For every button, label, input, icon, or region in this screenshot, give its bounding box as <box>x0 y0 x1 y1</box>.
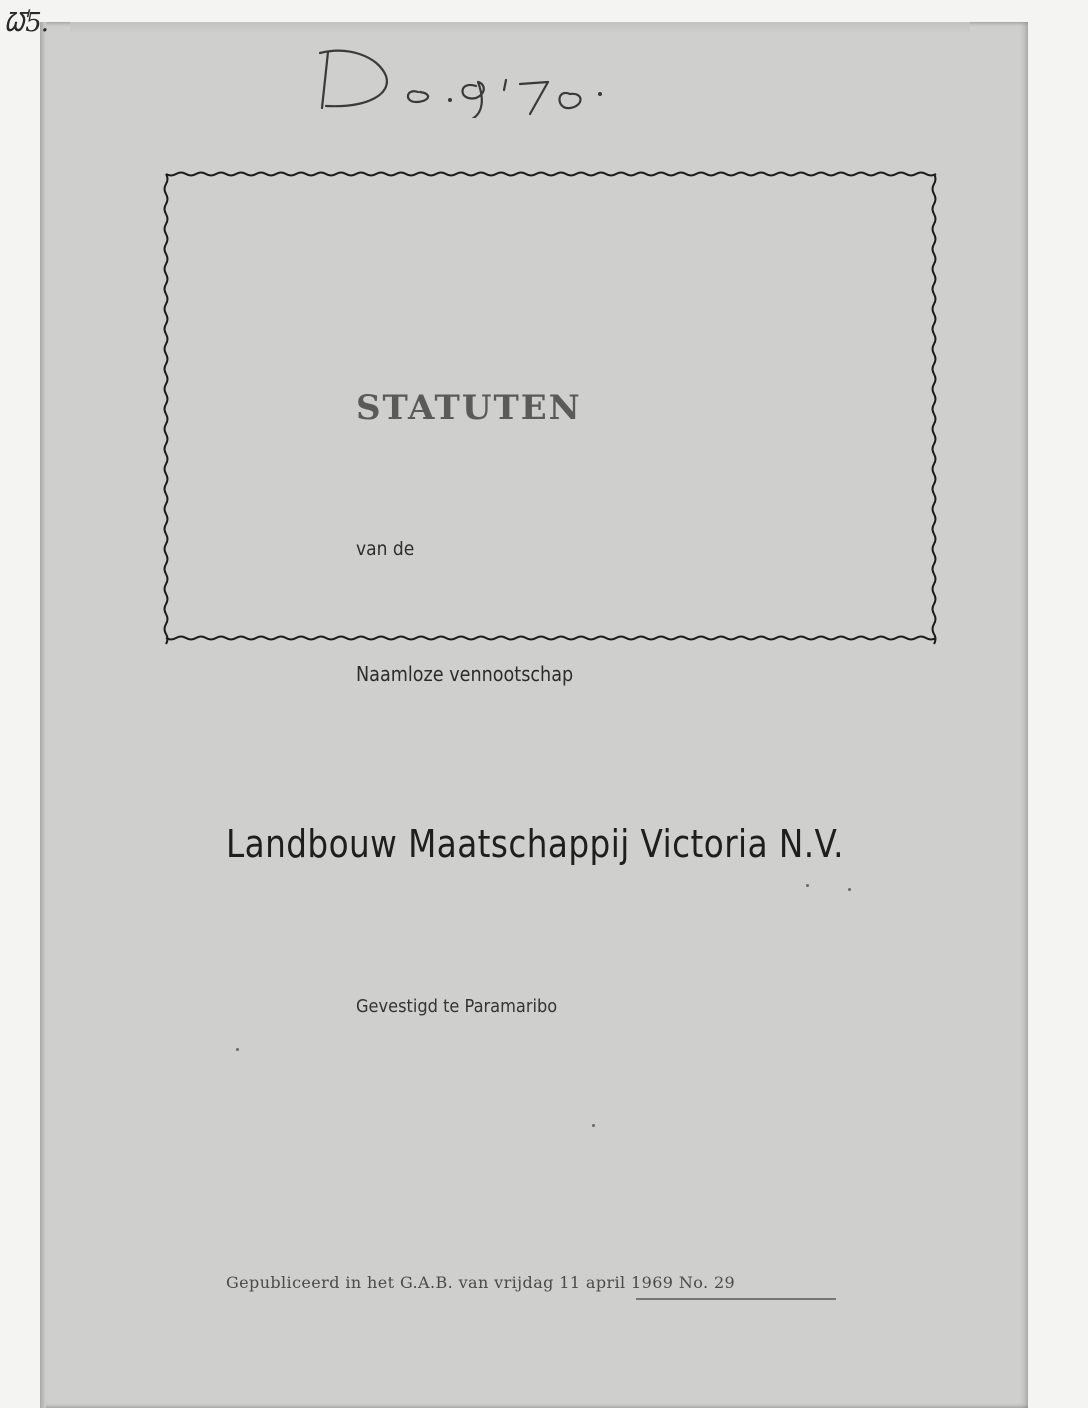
border-wave-line <box>166 173 936 176</box>
company-type: Naamloze vennootschap <box>356 662 574 686</box>
subtitle-van-de: van de <box>356 538 415 560</box>
scan-speck <box>236 1048 239 1051</box>
company-location: Gevestigd te Paramaribo <box>356 996 558 1017</box>
border-wave-line <box>166 637 936 640</box>
publication-note: Gepubliceerd in het G.A.B. van vrijdag 11 april 1969 No. 29 <box>226 1273 736 1292</box>
scan-speck <box>806 884 809 887</box>
handwritten-reference-number <box>308 28 628 118</box>
publication-underline <box>636 1298 836 1300</box>
border-wave-line <box>933 174 936 644</box>
paper-left-edge-shadow <box>40 22 46 1408</box>
scan-speck <box>592 1124 595 1127</box>
border-wave-line <box>165 174 168 644</box>
corner-handwritten-mark: ᘺ5. <box>4 8 49 38</box>
document-title: STATUTEN <box>356 388 582 428</box>
company-name: Landbouw Maatschappij Victoria N.V. <box>226 822 844 866</box>
scan-speck <box>848 888 851 891</box>
